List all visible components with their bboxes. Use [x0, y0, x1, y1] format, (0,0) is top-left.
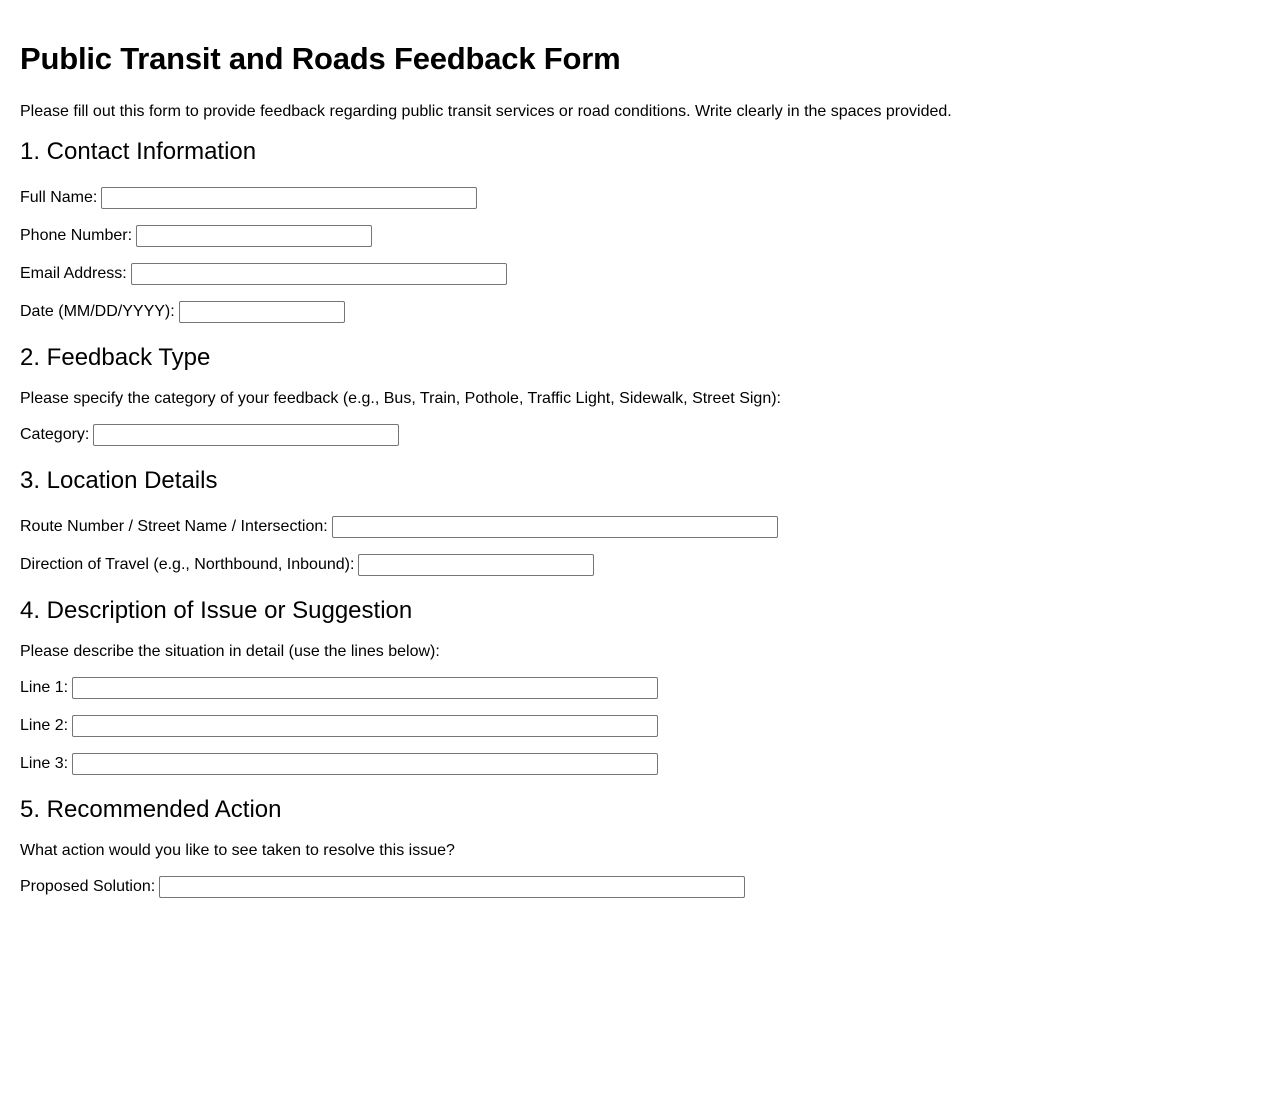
email-address-input[interactable]	[131, 263, 507, 285]
line-1-label: Line 1:	[20, 679, 69, 696]
proposed-solution-input[interactable]	[159, 876, 745, 898]
category-row	[20, 424, 1242, 446]
date-input[interactable]	[179, 301, 345, 323]
description-line-3-row	[20, 753, 1242, 775]
phone-number-row	[20, 225, 1242, 247]
section-heading-feedback-type: 2. Feedback Type	[20, 344, 211, 371]
line-3-label: Line 3:	[20, 755, 69, 772]
proposed-solution-row	[20, 876, 1242, 898]
section-heading-action: 5. Recommended Action	[20, 796, 282, 823]
category-label: Category:	[20, 426, 90, 443]
phone-number-input[interactable]	[136, 225, 372, 247]
date-row	[20, 301, 1242, 323]
proposed-solution-label: Proposed Solution:	[20, 878, 156, 895]
section-heading-contact: 1. Contact Information	[20, 138, 257, 165]
full-name-label: Full Name:	[20, 189, 98, 206]
line-3-input[interactable]	[72, 753, 658, 775]
description-instructions: Please describe the situation in detail (use the lines below):	[20, 643, 440, 660]
form-intro: Please fill out this form to provide feedback regarding public transit services or road conditions. Write clearly in the spaces provided.	[20, 103, 952, 120]
full-name-input[interactable]	[101, 187, 477, 209]
direction-row	[20, 554, 1242, 576]
route-row	[20, 516, 1242, 538]
direction-input[interactable]	[358, 554, 594, 576]
page-title: Public Transit and Roads Feedback Form	[20, 41, 621, 76]
category-input[interactable]	[93, 424, 399, 446]
description-line-2-row	[20, 715, 1242, 737]
direction-label: Direction of Travel (e.g., Northbound, Inbound):	[20, 556, 355, 573]
full-name-row	[20, 187, 1242, 209]
phone-number-label: Phone Number:	[20, 227, 133, 244]
feedback-type-instructions: Please specify the category of your feedback (e.g., Bus, Train, Pothole, Traffic Light, Sidewalk, Street Sign):	[20, 390, 781, 407]
action-instructions: What action would you like to see taken to resolve this issue?	[20, 842, 455, 859]
route-input[interactable]	[332, 516, 778, 538]
line-2-input[interactable]	[72, 715, 658, 737]
email-address-label: Email Address:	[20, 265, 127, 282]
route-label: Route Number / Street Name / Intersection:	[20, 518, 328, 535]
section-heading-description: 4. Description of Issue or Suggestion	[20, 597, 413, 624]
line-2-label: Line 2:	[20, 717, 69, 734]
date-label: Date (MM/DD/YYYY):	[20, 303, 175, 320]
description-line-1-row	[20, 677, 1242, 699]
line-1-input[interactable]	[72, 677, 658, 699]
section-heading-location: 3. Location Details	[20, 467, 218, 494]
email-address-row	[20, 263, 1242, 285]
